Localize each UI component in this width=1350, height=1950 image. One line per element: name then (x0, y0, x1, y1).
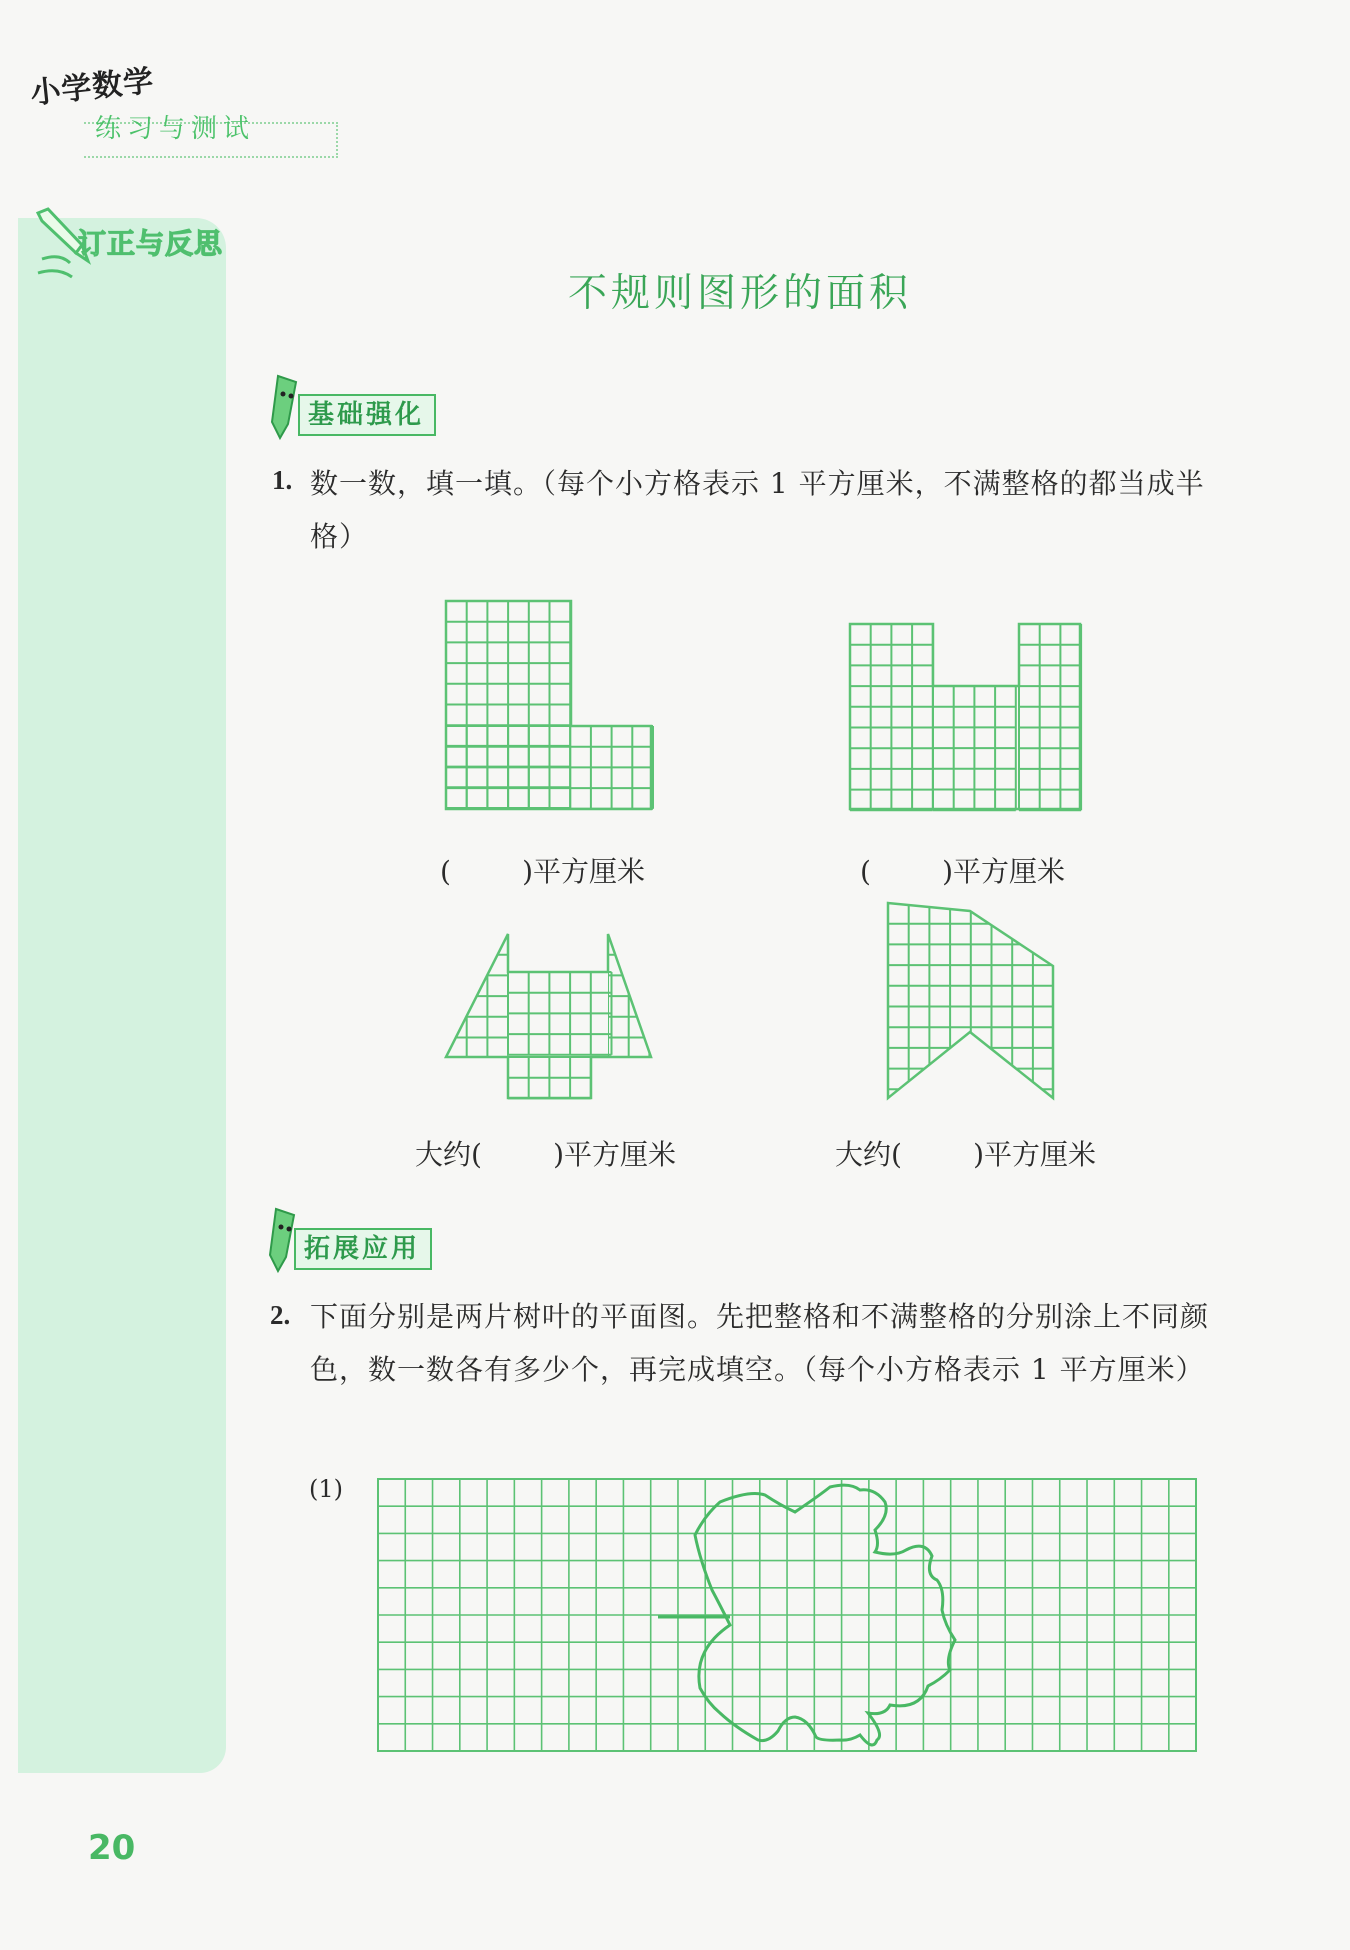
section-tag-extension: 拓展应用 (294, 1228, 432, 1270)
question-number: 1. (272, 465, 293, 495)
figure-u-shape (850, 624, 1081, 810)
brand-subtitle: 练习与测试 (95, 114, 256, 144)
section-tag-basic: 基础强化 (298, 394, 436, 436)
figure-l-shape (446, 601, 653, 809)
brand-title: 小学数学 (28, 63, 156, 112)
answer-caption: ( )平方厘米 (440, 855, 646, 888)
answer-caption: 大约( )平方厘米 (835, 1138, 1097, 1171)
figure-chevron-shape (888, 903, 1054, 1110)
figure-hat-shape (446, 934, 670, 1098)
answer-caption: ( )平方厘米 (860, 855, 1066, 888)
question-number: 2. (270, 1300, 291, 1330)
question-text: 数一数，填一填。（每个小方格表示 1 平方厘米，不满整格的都当成半格） (310, 467, 1205, 553)
side-panel-label: 订正与反思 (78, 227, 224, 260)
answer-caption: 大约( )平方厘米 (415, 1138, 677, 1171)
sub-question-label: (1) (309, 1475, 343, 1503)
leaf-grid (378, 1479, 1196, 1751)
page-number: 20 (88, 1828, 136, 1868)
question-text: 下面分别是两片树叶的平面图。先把整格和不满整格的分别涂上不同颜色，数一数各有多少个，再完成填空。（每个小方格表示 1 平方厘米） (310, 1300, 1210, 1386)
page-title: 不规则图形的面积 (567, 271, 912, 316)
